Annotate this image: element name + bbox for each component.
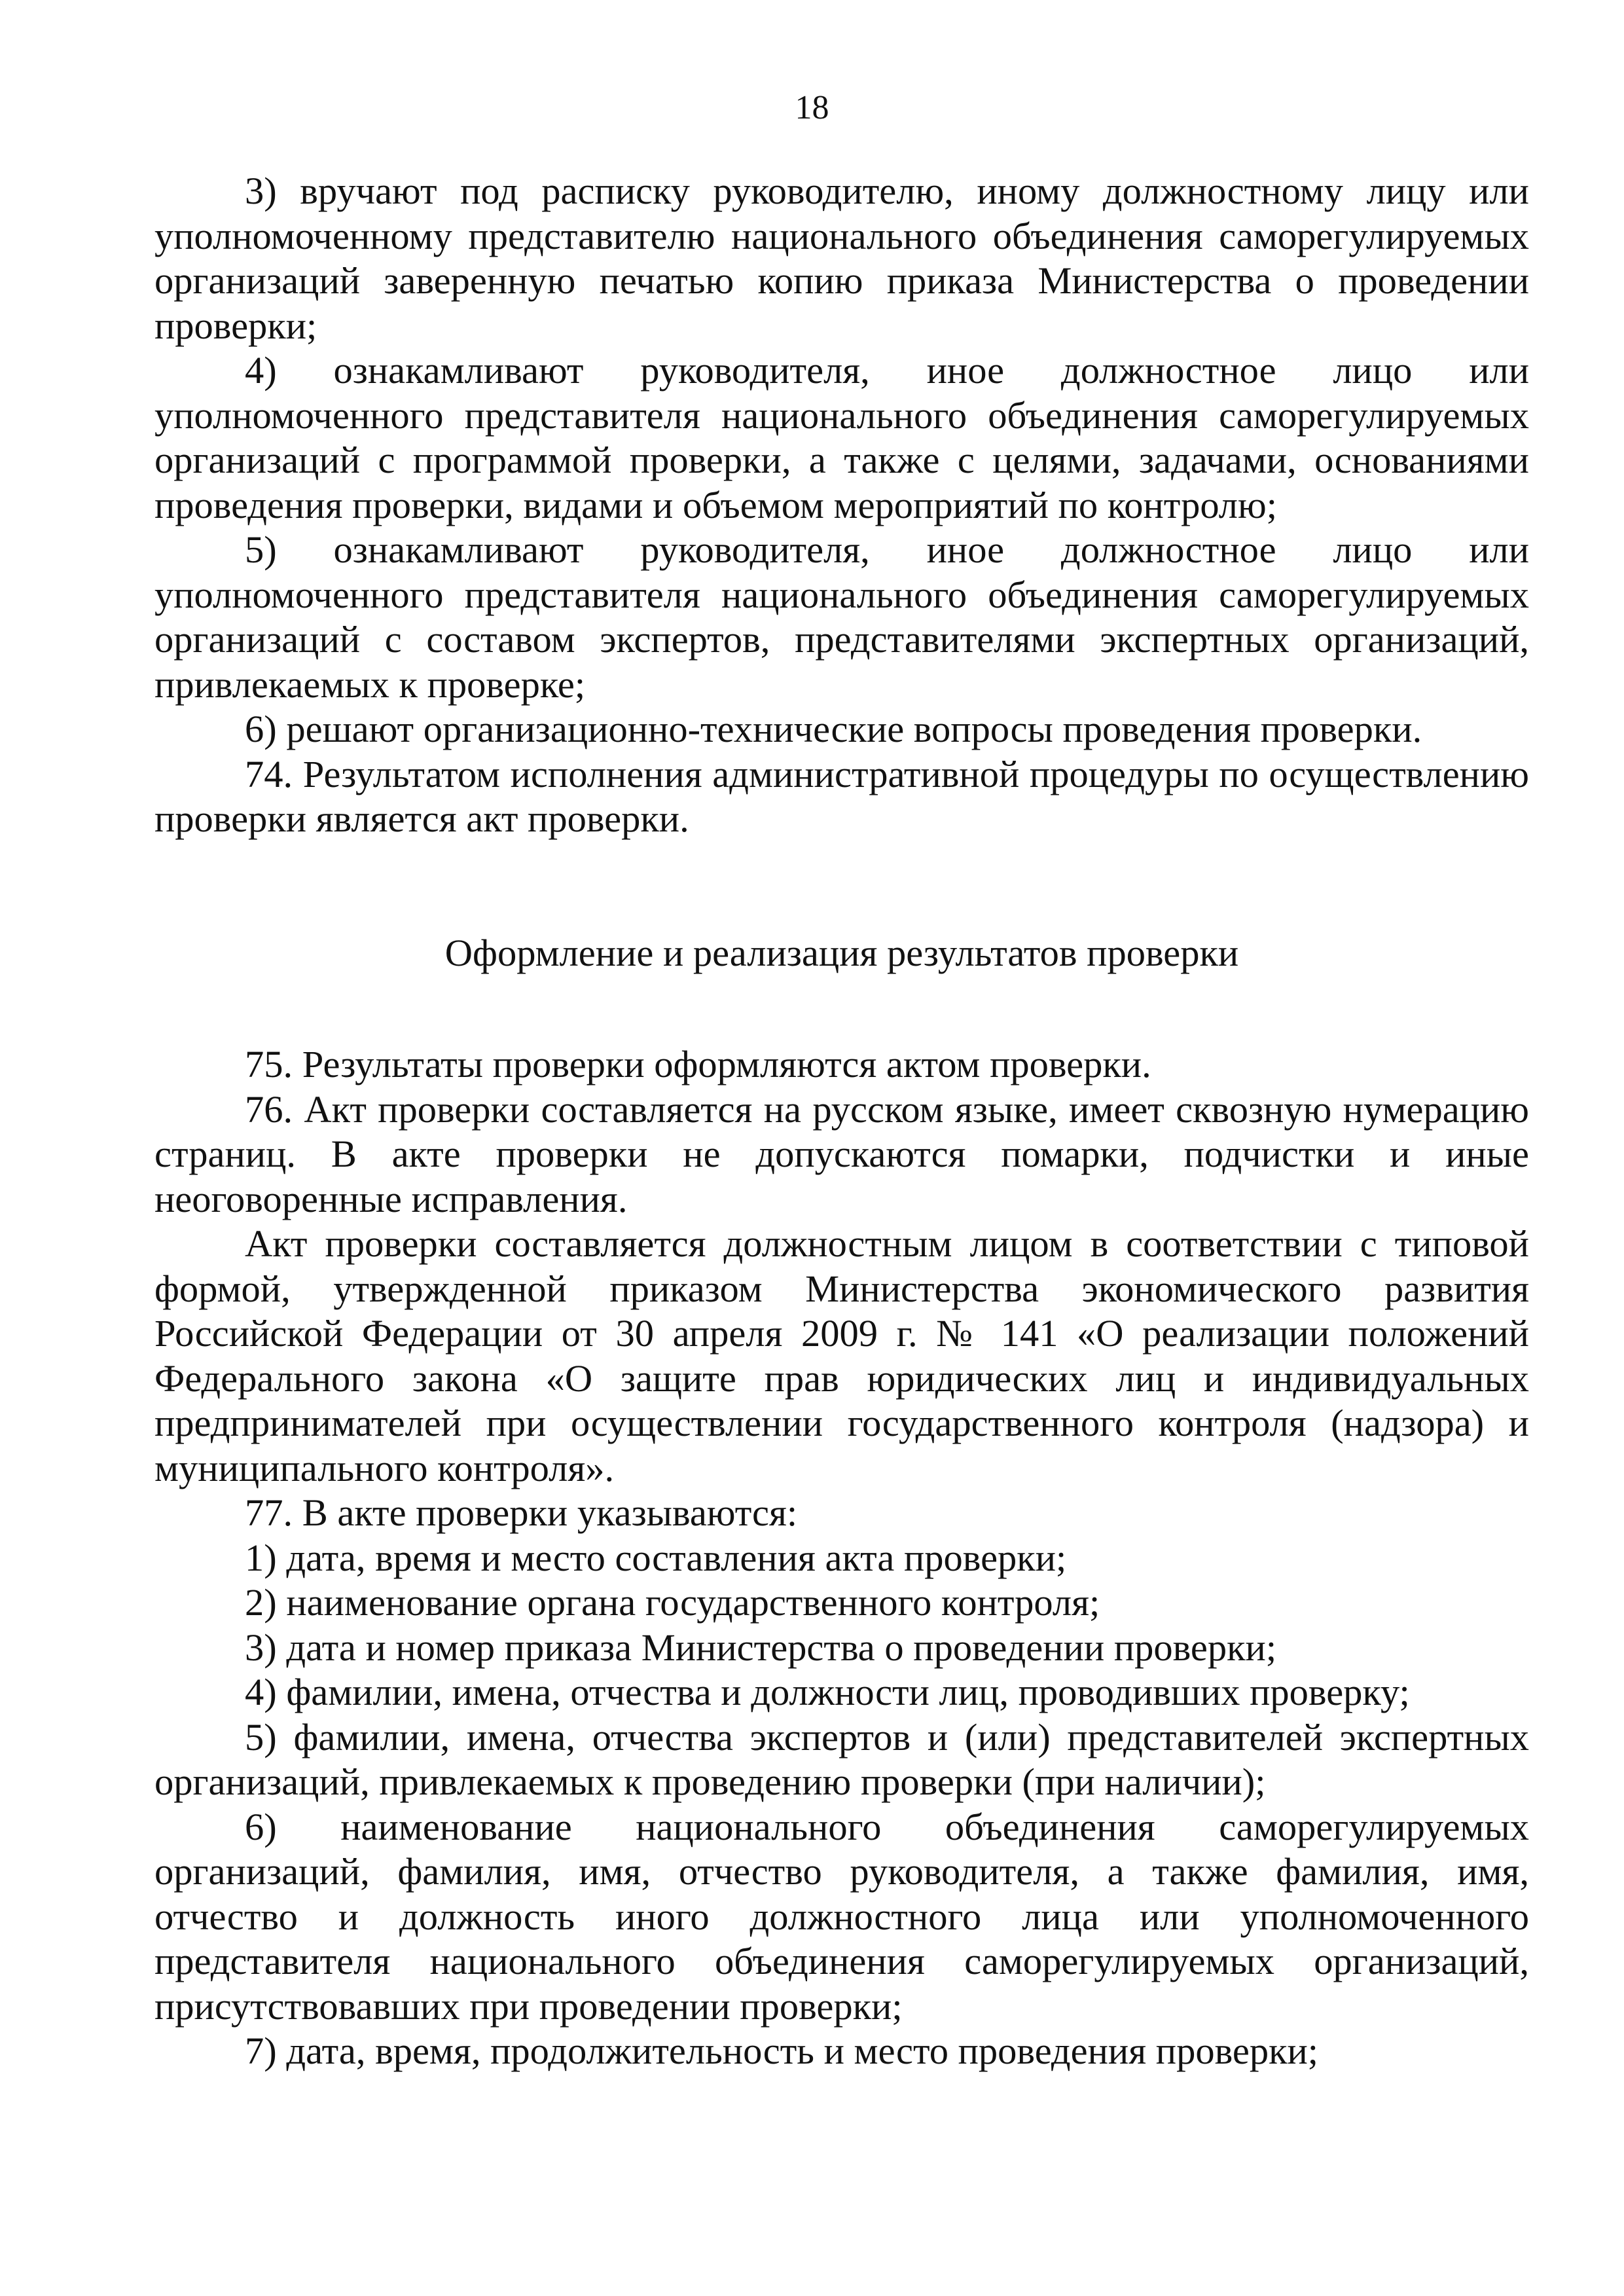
paragraph-clause-76: 76. Акт проверки составляется на русском языке, имеет сквозную нумерацию страниц. В акте проверки не допускаются помарки, подчистки и иные неоговоренные исправления. bbox=[154, 1087, 1529, 1220]
section-heading: Оформление и реализация результатов проверки bbox=[444, 931, 1239, 974]
paragraph-item-4-familiarize-program: 4) ознакамливают руководителя, иное должностное лицо или уполномоченного представителя национального объединения саморегулируемых организаций с программой проверки, а также с целями, задачами, основаниями проведения проверки, видами и объемом мероприятий по контролю; bbox=[154, 349, 1529, 526]
paragraph-clause-75: 75. Результаты проверки оформляются актом проверки. bbox=[245, 1043, 1151, 1085]
paragraph-item-6-organizational-issues: 6) решают организационно-технические вопросы проведения проверки. bbox=[245, 708, 1422, 750]
paragraph-list-item-2: 2) наименование органа государственного контроля; bbox=[245, 1581, 1100, 1624]
document-body bbox=[154, 169, 1529, 2074]
paragraph-list-item-1: 1) дата, время и место составления акта проверки; bbox=[245, 1536, 1067, 1579]
paragraph-clause-74: 74. Результатом исполнения административной процедуры по осуществлению проверки является акт проверки. bbox=[154, 752, 1529, 840]
paragraph-clause-77: 77. В акте проверки указываются: bbox=[245, 1491, 798, 1534]
paragraph-item-5-familiarize-experts: 5) ознакамливают руководителя, иное должностное лицо или уполномоченного представителя национального объединения саморегулируемых организаций с составом экспертов, представителями экспертных организаций, привлекаемых к проверке; bbox=[154, 528, 1529, 706]
section-spacer bbox=[154, 975, 1529, 1042]
paragraph-list-item-4: 4) фамилии, имена, отчества и должности лиц, проводивших проверку; bbox=[245, 1671, 1410, 1713]
paragraph-list-item-6: 6) наименование национального объединения саморегулируемых организаций, фамилия, имя, отчество руководителя, а также фамилия, имя, отчество и должность иного должностного лица или уполномоченного представителя национального объединения саморегулируемых организаций, присутствовавших при проведении проверки; bbox=[154, 1805, 1529, 2028]
paragraph-list-item-5: 5) фамилии, имена, отчества экспертов и (или) представителей экспертных организаций, привлекаемых к проведению проверки (при наличии); bbox=[154, 1715, 1529, 1803]
page-number: 18 bbox=[795, 89, 829, 126]
paragraph-list-item-3: 3) дата и номер приказа Министерства о проведении проверки; bbox=[245, 1626, 1277, 1669]
paragraph-list-item-7: 7) дата, время, продолжительность и место проведения проверки; bbox=[245, 2030, 1319, 2072]
paragraph-act-form: Акт проверки составляется должностным лицом в соответствии с типовой формой, утвержденной приказом Министерства экономического развития Российской Федерации от 30 апреля 2009 г. № 141 «О реализации положений Федерального закона «О защите прав юридических лиц и индивидуальных предпринимателей при осуществлении государственного контроля (надзора) и муниципального контроля». bbox=[154, 1222, 1529, 1489]
paragraph-item-3-hand-over-order: 3) вручают под расписку руководителю, иному должностному лицу или уполномоченному представителю национального объединения саморегулируемых организаций заверенную печатью копию приказа Министерства о проведении проверки; bbox=[154, 170, 1529, 347]
section-spacer bbox=[154, 842, 1529, 931]
